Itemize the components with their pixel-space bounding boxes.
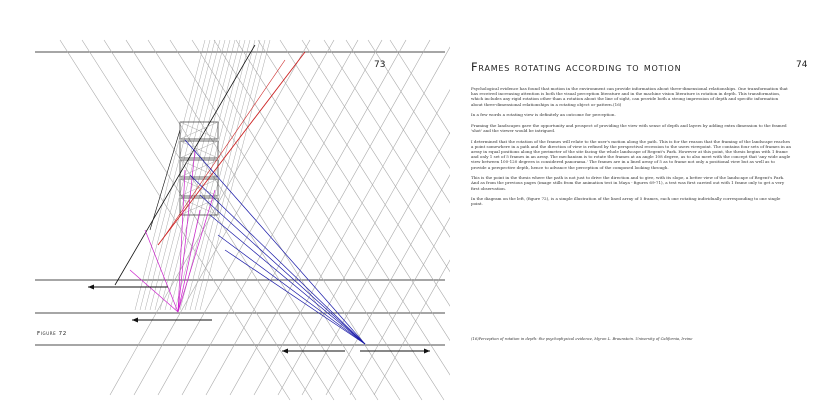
sightline — [258, 40, 450, 400]
sightline — [214, 40, 444, 400]
magenta-ray — [178, 210, 200, 312]
figure-caption: Figure 72 — [37, 331, 67, 337]
magenta-ray — [130, 270, 178, 312]
sightline — [110, 40, 310, 395]
footnote: (16)Perception of rotation in depth: the psychophysical evidence, Myron L. Braunstein. University of California, Irvine — [471, 337, 693, 341]
blue-ray — [210, 215, 365, 344]
magenta-ray — [178, 170, 185, 312]
sightline — [236, 40, 450, 400]
paragraph-4: I determined that the rotation of the frames will relate to the user's motion along the path. This is for the reason that the framing of the landscape reaches a point somewhere in a path and the direction of view is refined by the perspectival recession to the users viewpoint. The contains four sets of frames in an array in equal positions along the perimeter of the site facing the whole landscape of Regent's Park. However at this point, the thesis begins with 1 frame and only 1 set of 5 frames in an array. The mechanism is to rotate the frames at an angle 108 degree, as to also meet with the concept that 'any wide angle view between 100-120 degrees is considered panorama.' The frames are in a lined array of 5 as to frame not only a positional view but as well as to provide a perspective depth, hence to advance the perception of the composed looking through. — [471, 138, 792, 170]
red-ray — [162, 60, 285, 240]
guide-line — [150, 130, 180, 230]
body-text — [471, 86, 791, 212]
sightline — [230, 40, 430, 395]
paragraph-3: Framing the landscapes gave the opportunity and prospect of providing the view with sense of depth and layers by adding extra dimension to the framed 'shot' and the viewer would be intrigued. — [471, 122, 787, 133]
sightline — [346, 40, 450, 400]
sightline — [302, 40, 450, 400]
page-title: Frames rotating according to motion — [471, 60, 682, 74]
arrowhead — [88, 285, 94, 290]
sightline — [104, 40, 334, 400]
arrowhead — [132, 318, 138, 323]
paragraph-5: This is the point in the thesis where the path is not just to drive the direction and to give, with its slope, a better view of the landscape of Regent's Park. And as from the previous pages (image stills from the animation test in Maya - figures 69-71), a test was first carried out with 1 frame only to get a very first observation. — [471, 175, 785, 191]
frame-edge-line — [190, 40, 260, 310]
sightline — [390, 40, 450, 400]
sightline — [82, 40, 312, 400]
arrowhead — [282, 349, 288, 354]
frame-edge-line — [135, 40, 205, 310]
guide-line — [115, 45, 255, 285]
paragraph-2: In a few words a rotating view is definitely an outcome for perception. — [471, 112, 616, 118]
sightline — [374, 40, 450, 395]
arrowhead — [424, 349, 430, 354]
paragraph-1: Psychological evidence has found that motion in the environment can provide information about three-dimensional relationships. One transformation that has received increasing attention is both the visual perception literature and in the machine vision literature is rotation in depth. This transformation, which includes any rigid rotation other than a rotation about the line of sight, can provide both a strong impression of depth and specific information about three-dimensional relationships in a rotating object or pattern.(16) — [471, 86, 788, 107]
frame-edge-line — [140, 40, 210, 310]
left-page-number: 73 — [374, 60, 386, 70]
right-page-number: 74 — [796, 60, 808, 70]
frame-edge-line — [165, 40, 235, 310]
blue-ray — [200, 195, 365, 344]
sightline — [170, 40, 400, 400]
blue-ray — [218, 235, 365, 344]
sightline — [182, 40, 382, 395]
frame-edge-line — [185, 40, 255, 310]
sightline — [326, 40, 450, 395]
frame-edge-line — [200, 40, 270, 310]
sightline — [324, 40, 450, 400]
paragraph-6: In the diagram on the left, (figure 72), is a simple illustration of the lined array of 5 frames, each one rotating individually corresponding to one single point. — [471, 196, 781, 207]
frame-edge-line — [160, 40, 230, 310]
